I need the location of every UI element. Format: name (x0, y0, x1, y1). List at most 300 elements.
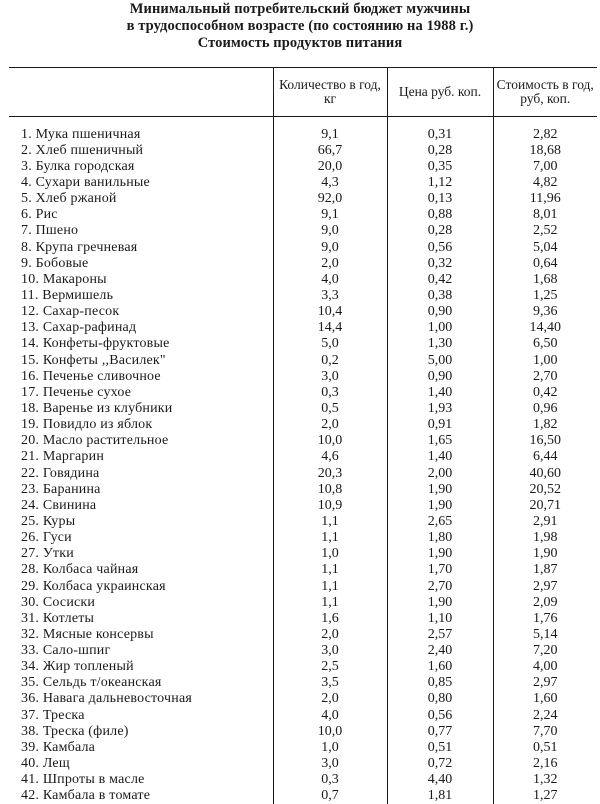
table-row (9, 675, 597, 691)
price-cell: 0,35 (387, 158, 493, 174)
quantity-cell: 4,6 (273, 449, 387, 465)
price-cell: 1,12 (387, 174, 493, 190)
table-row (9, 142, 597, 158)
product-name-cell (9, 255, 273, 271)
product-name-cell (9, 304, 273, 320)
product-name: Печенье сливочное (42, 368, 161, 384)
product-name-cell (9, 223, 273, 239)
quantity-cell: 1,1 (273, 530, 387, 546)
product-name: Макароны (42, 271, 107, 287)
cost-cell: 2,70 (493, 368, 597, 384)
quantity-cell: 1,1 (273, 594, 387, 610)
cost-cell: 2,91 (493, 513, 597, 529)
table-row (9, 158, 597, 174)
product-name: Говядина (42, 465, 100, 481)
cost-cell: 2,52 (493, 223, 597, 239)
quantity-cell: 4,0 (273, 271, 387, 287)
product-name: Камбала в томате (42, 788, 151, 804)
product-name-cell (9, 191, 273, 207)
product-name: Лещ (42, 756, 70, 772)
quantity-cell: 20,3 (273, 465, 387, 481)
product-name-cell (9, 659, 273, 675)
table-row (9, 255, 597, 271)
row-number: 27. (21, 546, 40, 562)
cost-cell: 40,60 (493, 465, 597, 481)
product-name: Сахар-песок (42, 304, 120, 320)
quantity-cell: 3,0 (273, 755, 387, 771)
cost-cell: 4,00 (493, 659, 597, 675)
row-number: 24. (21, 497, 40, 513)
product-name: Сухари ванильные (35, 174, 150, 190)
row-number: 8. (21, 239, 32, 255)
price-cell: 0,28 (387, 223, 493, 239)
title-line-2: в трудоспособном возрасте (по состоянию на 1988 г.) (126, 18, 474, 34)
title-line-1: Минимальный потребительский бюджет мужчины (129, 1, 471, 17)
quantity-cell: 2,5 (273, 659, 387, 675)
quantity-cell: 9,0 (273, 239, 387, 255)
table-row (9, 336, 597, 352)
table-body (9, 117, 597, 804)
price-cell: 1,00 (387, 320, 493, 336)
product-name-cell (9, 449, 273, 465)
cost-cell: 6,44 (493, 449, 597, 465)
cost-cell: 1,00 (493, 352, 597, 368)
row-number: 25. (21, 513, 40, 529)
product-name-cell (9, 465, 273, 481)
quantity-cell: 1,1 (273, 562, 387, 578)
table-row (9, 513, 597, 529)
product-name: Вермишель (42, 287, 114, 303)
price-cell: 0,90 (387, 304, 493, 320)
price-cell: 0,28 (387, 142, 493, 158)
quantity-cell: 0,7 (273, 788, 387, 804)
table-row (9, 223, 597, 239)
quantity-cell: 1,0 (273, 739, 387, 755)
product-name-cell (9, 158, 273, 174)
quantity-cell: 14,4 (273, 320, 387, 336)
quantity-cell: 3,0 (273, 368, 387, 384)
table-row (9, 481, 597, 497)
quantity-cell: 5,0 (273, 336, 387, 352)
price-cell: 0,38 (387, 287, 493, 303)
quantity-cell: 0,3 (273, 772, 387, 788)
cost-cell: 20,52 (493, 481, 597, 497)
product-name-cell (9, 691, 273, 707)
row-number: 23. (21, 481, 40, 497)
cost-cell: 1,60 (493, 691, 597, 707)
row-number: 22. (21, 465, 40, 481)
row-number: 11. (21, 287, 39, 303)
price-cell: 1,81 (387, 788, 493, 804)
product-name-cell (9, 546, 273, 562)
product-name-cell (9, 626, 273, 642)
price-cell: 0,56 (387, 239, 493, 255)
row-number: 16. (21, 368, 40, 384)
table-row (9, 271, 597, 287)
price-cell: 0,77 (387, 723, 493, 739)
cost-cell: 2,82 (493, 117, 597, 143)
document-title (0, 0, 600, 52)
row-number: 32. (21, 626, 40, 642)
product-name-cell (9, 239, 273, 255)
product-name-cell (9, 562, 273, 578)
row-number: 3. (21, 158, 32, 174)
quantity-cell: 1,6 (273, 610, 387, 626)
price-cell: 1,30 (387, 336, 493, 352)
price-cell: 1,80 (387, 530, 493, 546)
cost-cell: 1,98 (493, 530, 597, 546)
table-row (9, 659, 597, 675)
product-name-cell (9, 368, 273, 384)
price-cell: 0,91 (387, 417, 493, 433)
row-number: 38. (21, 723, 40, 739)
row-number: 35. (21, 675, 40, 691)
product-name: Колбаса чайная (42, 562, 139, 578)
product-name: Конфеты ,,Василек" (42, 352, 166, 368)
product-name-cell (9, 336, 273, 352)
product-name: Треска (42, 707, 85, 723)
cost-cell: 18,68 (493, 142, 597, 158)
table-row (9, 707, 597, 723)
row-number: 33. (21, 643, 40, 659)
product-name-cell (9, 352, 273, 368)
product-name: Камбала (42, 739, 96, 755)
table-row (9, 739, 597, 755)
price-cell: 2,70 (387, 578, 493, 594)
table-row (9, 207, 597, 223)
product-name: Шпроты в масле (42, 772, 145, 788)
product-name: Котлеты (42, 610, 95, 626)
cost-cell: 0,42 (493, 384, 597, 400)
cost-cell: 16,50 (493, 433, 597, 449)
product-name: Колбаса украинская (42, 578, 166, 594)
quantity-cell: 9,1 (273, 207, 387, 223)
row-number: 21. (21, 449, 40, 465)
row-number: 13. (21, 320, 40, 336)
price-cell: 0,80 (387, 691, 493, 707)
cost-cell: 6,50 (493, 336, 597, 352)
product-name: Крупа гречневая (35, 239, 138, 255)
price-cell: 1,90 (387, 497, 493, 513)
row-number: 17. (21, 384, 40, 400)
header-product (9, 68, 273, 117)
cost-cell: 20,71 (493, 497, 597, 513)
product-name-cell (9, 320, 273, 336)
price-cell: 1,40 (387, 384, 493, 400)
quantity-cell: 10,8 (273, 481, 387, 497)
product-name-cell (9, 433, 273, 449)
cost-cell: 2,97 (493, 675, 597, 691)
table-row (9, 191, 597, 207)
row-number: 30. (21, 594, 40, 610)
cost-cell: 5,14 (493, 626, 597, 642)
cost-cell: 1,25 (493, 287, 597, 303)
product-name: Сосиски (42, 594, 96, 610)
product-name-cell (9, 707, 273, 723)
row-number: 14. (21, 336, 40, 352)
row-number: 4. (21, 174, 32, 190)
product-name: Хлеб ржаной (35, 191, 117, 207)
product-name-cell (9, 384, 273, 400)
quantity-cell: 2,0 (273, 626, 387, 642)
table-row (9, 352, 597, 368)
product-name: Сахар-рафинад (42, 320, 137, 336)
price-cell: 2,40 (387, 643, 493, 659)
product-name: Жир топленый (42, 659, 134, 675)
table-row (9, 594, 597, 610)
price-cell: 1,60 (387, 659, 493, 675)
row-number: 18. (21, 400, 40, 416)
product-name-cell (9, 643, 273, 659)
quantity-cell: 1,1 (273, 578, 387, 594)
cost-cell: 1,68 (493, 271, 597, 287)
product-name: Рис (35, 207, 58, 223)
product-name: Булка городская (35, 158, 135, 174)
price-cell: 4,40 (387, 772, 493, 788)
product-name-cell (9, 739, 273, 755)
product-name-cell (9, 610, 273, 626)
product-name-cell (9, 513, 273, 529)
cost-cell: 0,96 (493, 400, 597, 416)
cost-cell: 2,16 (493, 755, 597, 771)
header-price: Цена руб. коп. (387, 68, 493, 117)
quantity-cell: 4,3 (273, 174, 387, 190)
table-row (9, 530, 597, 546)
table-row (9, 384, 597, 400)
product-name-cell (9, 594, 273, 610)
product-name: Треска (филе) (42, 723, 129, 739)
price-cell: 0,42 (387, 271, 493, 287)
price-cell: 1,93 (387, 400, 493, 416)
row-number: 34. (21, 659, 40, 675)
price-cell: 1,70 (387, 562, 493, 578)
price-cell: 0,90 (387, 368, 493, 384)
row-number: 12. (21, 304, 40, 320)
product-name-cell (9, 174, 273, 190)
cost-cell: 11,96 (493, 191, 597, 207)
cost-cell: 1,82 (493, 417, 597, 433)
cost-cell: 1,27 (493, 788, 597, 804)
table-row (9, 287, 597, 303)
price-cell: 1,90 (387, 546, 493, 562)
quantity-cell: 3,0 (273, 643, 387, 659)
row-number: 6. (21, 207, 32, 223)
product-name-cell (9, 481, 273, 497)
price-cell: 0,85 (387, 675, 493, 691)
row-number: 37. (21, 707, 40, 723)
price-cell: 0,56 (387, 707, 493, 723)
cost-cell: 1,90 (493, 546, 597, 562)
cost-cell: 2,24 (493, 707, 597, 723)
table-row (9, 117, 597, 143)
quantity-cell: 10,0 (273, 723, 387, 739)
row-number: 5. (21, 191, 32, 207)
row-number: 19. (21, 417, 40, 433)
product-name-cell (9, 142, 273, 158)
product-name: Варенье из клубники (42, 400, 173, 416)
product-name: Гуси (42, 530, 72, 546)
price-cell: 0,72 (387, 755, 493, 771)
row-number: 15. (21, 352, 40, 368)
product-name: Куры (42, 513, 76, 529)
cost-cell: 0,51 (493, 739, 597, 755)
product-name-cell (9, 772, 273, 788)
price-cell: 1,90 (387, 481, 493, 497)
table-row (9, 368, 597, 384)
product-name-cell (9, 755, 273, 771)
product-name-cell (9, 675, 273, 691)
row-number: 29. (21, 578, 40, 594)
table-header-row (9, 68, 597, 117)
quantity-cell: 10,9 (273, 497, 387, 513)
product-name: Маргарин (42, 449, 105, 465)
price-cell: 0,13 (387, 191, 493, 207)
row-number: 31. (21, 610, 40, 626)
quantity-cell: 0,2 (273, 352, 387, 368)
row-number: 2. (21, 142, 32, 158)
row-number: 28. (21, 562, 40, 578)
product-name: Навага дальневосточная (42, 691, 193, 707)
quantity-cell: 66,7 (273, 142, 387, 158)
product-name-cell (9, 723, 273, 739)
quantity-cell: 92,0 (273, 191, 387, 207)
price-cell: 2,00 (387, 465, 493, 481)
price-cell: 1,65 (387, 433, 493, 449)
product-name-cell (9, 207, 273, 223)
cost-cell: 0,64 (493, 255, 597, 271)
table-row (9, 400, 597, 416)
header-cost: Стоимость в год, руб, коп. (493, 68, 597, 117)
quantity-cell: 9,0 (273, 223, 387, 239)
row-number: 40. (21, 756, 40, 772)
price-cell: 2,57 (387, 626, 493, 642)
product-name-cell (9, 400, 273, 416)
table-row (9, 304, 597, 320)
table-row (9, 320, 597, 336)
table-row (9, 562, 597, 578)
row-number: 7. (21, 223, 32, 239)
table-row (9, 755, 597, 771)
header-quantity: Количество в год, кг (273, 68, 387, 117)
table-row (9, 449, 597, 465)
quantity-cell: 1,1 (273, 513, 387, 529)
table-row (9, 610, 597, 626)
cost-cell: 5,04 (493, 239, 597, 255)
quantity-cell: 9,1 (273, 117, 387, 143)
cost-cell: 2,09 (493, 594, 597, 610)
quantity-cell: 1,0 (273, 546, 387, 562)
table-row (9, 723, 597, 739)
cost-cell: 14,40 (493, 320, 597, 336)
quantity-cell: 10,0 (273, 433, 387, 449)
product-name: Мука пшеничная (35, 126, 141, 142)
row-number: 20. (21, 433, 40, 449)
product-name: Конфеты-фруктовые (42, 336, 170, 352)
cost-cell: 9,36 (493, 304, 597, 320)
cost-cell: 7,20 (493, 643, 597, 659)
product-name-cell (9, 530, 273, 546)
product-name: Печенье сухое (42, 384, 132, 400)
row-number: 26. (21, 530, 40, 546)
row-number: 10. (21, 271, 40, 287)
table-row (9, 433, 597, 449)
table-row (9, 174, 597, 190)
quantity-cell: 3,3 (273, 287, 387, 303)
price-cell: 1,10 (387, 610, 493, 626)
product-name: Масло растительное (42, 433, 169, 449)
product-name: Мясные консервы (42, 626, 154, 642)
product-name-cell (9, 417, 273, 433)
product-name-cell (9, 117, 273, 143)
product-name: Бобовые (35, 255, 89, 271)
cost-cell: 8,01 (493, 207, 597, 223)
quantity-cell: 3,5 (273, 675, 387, 691)
quantity-cell: 2,0 (273, 417, 387, 433)
product-name-cell (9, 497, 273, 513)
price-cell: 1,40 (387, 449, 493, 465)
cost-cell: 1,87 (493, 562, 597, 578)
product-name: Утки (42, 546, 74, 562)
row-number: 41. (21, 772, 40, 788)
table-row (9, 578, 597, 594)
quantity-cell: 0,3 (273, 384, 387, 400)
quantity-cell: 2,0 (273, 255, 387, 271)
cost-cell: 1,76 (493, 610, 597, 626)
table-row (9, 643, 597, 659)
product-name: Баранина (42, 481, 101, 497)
product-name-cell (9, 287, 273, 303)
table-row (9, 239, 597, 255)
quantity-cell: 10,4 (273, 304, 387, 320)
cost-cell: 1,32 (493, 772, 597, 788)
price-cell: 2,65 (387, 513, 493, 529)
price-cell: 0,31 (387, 117, 493, 143)
product-name-cell (9, 578, 273, 594)
table-row (9, 626, 597, 642)
quantity-cell: 20,0 (273, 158, 387, 174)
product-name: Повидло из яблок (42, 417, 153, 433)
row-number: 42. (21, 788, 40, 804)
product-name: Пшено (35, 223, 79, 239)
cost-cell: 7,00 (493, 158, 597, 174)
cost-cell: 7,70 (493, 723, 597, 739)
product-name: Свинина (42, 497, 97, 513)
price-cell: 0,51 (387, 739, 493, 755)
table-row (9, 691, 597, 707)
table-row (9, 497, 597, 513)
price-cell: 1,90 (387, 594, 493, 610)
row-number: 39. (21, 739, 40, 755)
quantity-cell: 2,0 (273, 691, 387, 707)
title-line-3: Стоимость продуктов питания (197, 35, 403, 51)
price-cell: 5,00 (387, 352, 493, 368)
product-name: Сельдь т/океанская (42, 675, 162, 691)
quantity-cell: 4,0 (273, 707, 387, 723)
product-name-cell (9, 271, 273, 287)
table-row (9, 417, 597, 433)
row-number: 1. (21, 126, 32, 142)
quantity-cell: 0,5 (273, 400, 387, 416)
cost-cell: 2,97 (493, 578, 597, 594)
food-cost-table (9, 67, 597, 804)
row-number: 9. (21, 255, 32, 271)
table-row (9, 546, 597, 562)
product-name: Хлеб пшеничный (35, 142, 144, 158)
table-row (9, 465, 597, 481)
table-row (9, 772, 597, 788)
product-name: Сало-шпиг (42, 643, 111, 659)
cost-cell: 4,82 (493, 174, 597, 190)
